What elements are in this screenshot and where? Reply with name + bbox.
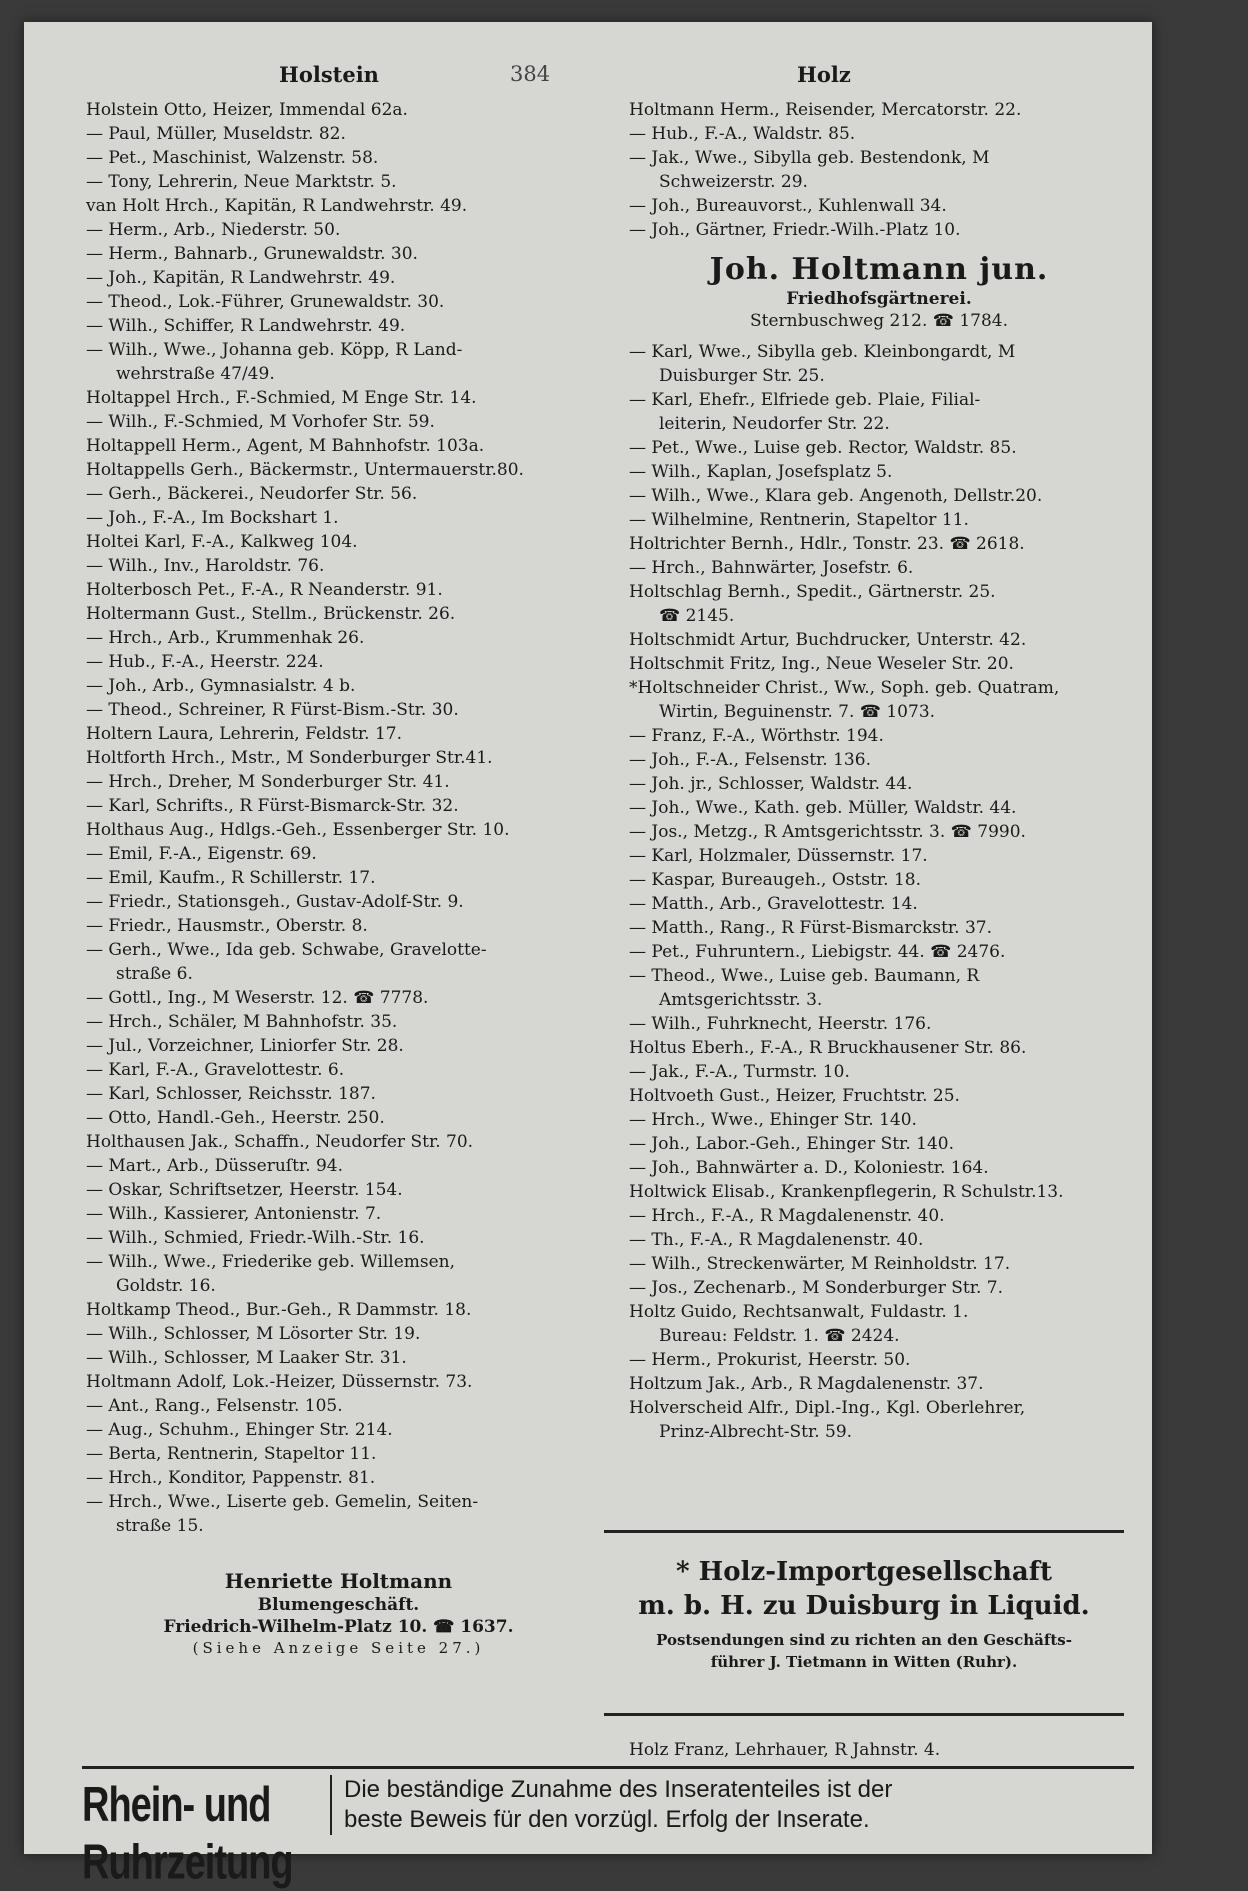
banner-divider [330, 1775, 332, 1835]
holtmann-flower-ad [86, 1568, 591, 1658]
directory-entry: — Otto, Handl.-Geh., Heerstr. 250. [86, 1108, 385, 1128]
directory-entry: Holthausen Jak., Schaffn., Neudorfer Str. 70. [86, 1132, 474, 1152]
directory-entry: Holtz Guido, Rechtsanwalt, Fuldastr. 1. [629, 1302, 969, 1322]
directory-entry: Holtappell Herm., Agent, M Bahnhofstr. 103a. [86, 436, 485, 456]
directory-entry: — Herm., Prokurist, Heerstr. 50. [629, 1350, 911, 1370]
directory-entry: — Karl, Holzmaler, Düssernstr. 17. [629, 846, 928, 866]
directory-entry: — Theod., Lok.-Führer, Grunewaldstr. 30. [86, 292, 445, 312]
box-line: * Holz-Importgesellschaft [676, 1557, 1052, 1587]
banner-message [344, 1775, 892, 1835]
directory-entry: — Emil, F.-A., Eigenstr. 69. [86, 844, 317, 864]
directory-entry: — Wilh., Kaplan, Josefsplatz 5. [629, 462, 893, 482]
directory-entry: — Franz, F.-A., Wörthstr. 194. [629, 726, 884, 746]
directory-entry: — Emil, Kaufm., R Schillerstr. 17. [86, 868, 376, 888]
directory-entry: — Wilh., F.-Schmied, M Vorhofer Str. 59. [86, 412, 435, 432]
banner-line: beste Beweis für den vorzügl. Erfolg der Inserate. [344, 1806, 870, 1833]
directory-entry: — Kaspar, Bureaugeh., Oststr. 18. [629, 870, 922, 890]
directory-entry: Schweizerstr. 29. [659, 172, 808, 192]
directory-entry: — Wilh., Schlosser, M Lösorter Str. 19. [86, 1324, 421, 1344]
directory-entry: — Hrch., Bahnwärter, Josefstr. 6. [629, 558, 914, 578]
directory-entry: — Jak., F.-A., Turmstr. 10. [629, 1062, 850, 1082]
directory-entry: — Pet., Maschinist, Walzenstr. 58. [86, 148, 379, 168]
newspaper-banner [82, 1766, 1134, 1891]
directory-entry: — Jos., Metzg., R Amtsgerichtsstr. 3. ☎ 7990. [629, 822, 1026, 842]
directory-entry: Holtermann Gust., Stellm., Brückenstr. 26. [86, 604, 456, 624]
directory-entry: Bureau: Feldstr. 1. ☎ 2424. [659, 1326, 900, 1346]
directory-entry: van Holt Hrch., Kapitän, R Landwehrstr. 49. [86, 196, 468, 216]
directory-entry: — Hub., F.-A., Waldstr. 85. [629, 124, 856, 144]
directory-entry: — Hrch., F.-A., R Magdalenenstr. 40. [629, 1206, 945, 1226]
directory-entry: — Pet., Wwe., Luise geb. Rector, Waldstr. 85. [629, 438, 1017, 458]
directory-entry: Holtzum Jak., Arb., R Magdalenenstr. 37. [629, 1374, 984, 1394]
directory-entry: — Joh., Wwe., Kath. geb. Müller, Waldstr. 44. [629, 798, 1017, 818]
directory-entry: — Wilh., Wwe., Friederike geb. Willemsen, [86, 1252, 456, 1272]
directory-entry: Holstein Otto, Heizer, Immendal 62a. [86, 100, 408, 120]
directory-entry: — Ant., Rang., Felsenstr. 105. [86, 1396, 343, 1416]
directory-entry: — Wilh., Schiffer, R Landwehrstr. 49. [86, 316, 406, 336]
directory-entry: wehrstraße 47/49. [116, 364, 275, 384]
directory-entry: — Joh. jr., Schlosser, Waldstr. 44. [629, 774, 913, 794]
directory-entry: Holtmann Adolf, Lok.-Heizer, Düssernstr. 73. [86, 1372, 473, 1392]
directory-entry: Holtschmit Fritz, Ing., Neue Weseler Str. 20. [629, 654, 1014, 674]
directory-entry: — Jos., Zechenarb., M Sonderburger Str. 7. [629, 1278, 1003, 1298]
directory-entry: Holtvoeth Gust., Heizer, Fruchtstr. 25. [629, 1086, 960, 1106]
directory-entry: Holtkamp Theod., Bur.-Geh., R Dammstr. 18. [86, 1300, 472, 1320]
ad-name: Henriette Holtmann [224, 1569, 453, 1593]
directory-entry: — Hrch., Wwe., Ehinger Str. 140. [629, 1110, 917, 1130]
directory-entry: — Th., F.-A., R Magdalenenstr. 40. [629, 1230, 924, 1250]
directory-entry: — Friedr., Hausmstr., Oberstr. 8. [86, 916, 368, 936]
holtmann-jun-ad [629, 252, 1129, 332]
right-column [629, 98, 1129, 1444]
directory-entry: Prinz-Albrecht-Str. 59. [659, 1422, 853, 1442]
directory-entry: Holtappells Gerh., Bäckermstr., Untermauerstr.80. [86, 460, 524, 480]
directory-entry: — Joh., Arb., Gymnasialstr. 4 b. [86, 676, 356, 696]
directory-entry: — Theod., Schreiner, R Fürst-Bism.-Str. 30. [86, 700, 459, 720]
directory-entry: — Matth., Arb., Gravelottestr. 14. [629, 894, 918, 914]
directory-entry: — Herm., Arb., Niederstr. 50. [86, 220, 341, 240]
directory-entry: — Hrch., Dreher, M Sonderburger Str. 41. [86, 772, 450, 792]
bottom-entry: Holz Franz, Lehrhauer, R Jahnstr. 4. [629, 1740, 941, 1760]
directory-entry: — Hub., F.-A., Heerstr. 224. [86, 652, 324, 672]
directory-entry: — Karl, Ehefr., Elfriede geb. Plaie, Filial- [629, 390, 981, 410]
directory-entry: — Wilh., Fuhrknecht, Heerstr. 176. [629, 1014, 932, 1034]
box-line: führer J. Tietmann in Witten (Ruhr). [710, 1653, 1018, 1671]
directory-entry: — Wilh., Kassierer, Antonienstr. 7. [86, 1204, 382, 1224]
page-number: 384 [510, 62, 551, 86]
directory-entry: — Karl, Schlosser, Reichsstr. 187. [86, 1084, 376, 1104]
directory-entry: — Matth., Rang., R Fürst-Bismarckstr. 37. [629, 918, 993, 938]
directory-entry: — Paul, Müller, Museldstr. 82. [86, 124, 346, 144]
directory-entry: — Tony, Lehrerin, Neue Marktstr. 5. [86, 172, 397, 192]
ad-name: Joh. Holtmann jun. [709, 252, 1049, 287]
right-entries-b [629, 340, 1129, 1444]
directory-entry: — Friedr., Stationsgeh., Gustav-Adolf-Str. 9. [86, 892, 464, 912]
directory-entry: Duisburger Str. 25. [659, 366, 825, 386]
directory-entry: — Jak., Wwe., Sibylla geb. Bestendonk, M [629, 148, 990, 168]
directory-entry: Holtus Eberh., F.-A., R Bruckhausener Str. 86. [629, 1038, 1027, 1058]
directory-entry: — Karl, Wwe., Sibylla geb. Kleinbongardt, M [629, 342, 1016, 362]
ad-line: Blumengeschäft. [257, 1595, 420, 1615]
directory-page [24, 22, 1152, 1891]
directory-entry: — Herm., Bahnarb., Grunewaldstr. 30. [86, 244, 418, 264]
directory-entry: Goldstr. 16. [116, 1276, 216, 1296]
directory-entry: Holtappel Hrch., F.-Schmied, M Enge Str. 14. [86, 388, 477, 408]
directory-entry: Wirtin, Beguinenstr. 7. ☎ 1073. [659, 702, 936, 722]
directory-entry: — Theod., Wwe., Luise geb. Baumann, R [629, 966, 980, 986]
directory-entry: Holtern Laura, Lehrerin, Feldstr. 17. [86, 724, 403, 744]
directory-entry: — Joh., Bahnwärter a. D., Koloniestr. 164. [629, 1158, 989, 1178]
left-column [86, 98, 591, 1658]
directory-entry: — Oskar, Schriftsetzer, Heerstr. 154. [86, 1180, 403, 1200]
directory-entry: — Joh., F.-A., Im Bockshart 1. [86, 508, 339, 528]
directory-entry: — Joh., Bureauvorst., Kuhlenwall 34. [629, 196, 947, 216]
directory-entry: Holterbosch Pet., F.-A., R Neanderstr. 91. [86, 580, 443, 600]
ad-line: Friedrich-Wilhelm-Platz 10. ☎ 1637. [163, 1617, 514, 1637]
directory-entry: — Wilhelmine, Rentnerin, Stapeltor 11. [629, 510, 969, 530]
directory-entry: Holtwick Elisab., Krankenpflegerin, R Schulstr.13. [629, 1182, 1064, 1202]
directory-entry: — Joh., F.-A., Felsenstr. 136. [629, 750, 871, 770]
directory-entry: ☎ 2145. [659, 606, 735, 626]
banner-line: Die beständige Zunahme des Inseratenteiles ist der [344, 1776, 893, 1803]
directory-entry: — Joh., Kapitän, R Landwehrstr. 49. [86, 268, 396, 288]
directory-entry: — Jul., Vorzeichner, Liniorfer Str. 28. [86, 1036, 404, 1056]
running-head-right: Holz [797, 62, 851, 87]
running-head-left: Holstein [279, 62, 379, 87]
directory-entry: — Gottl., Ing., M Weserstr. 12. ☎ 7778. [86, 988, 429, 1008]
right-entries-a [629, 98, 1129, 242]
directory-entry: — Wilh., Schlosser, M Laaker Str. 31. [86, 1348, 407, 1368]
directory-entry: — Hrch., Wwe., Liserte geb. Gemelin, Seiten- [86, 1492, 479, 1512]
directory-entry: — Hrch., Schäler, M Bahnhofstr. 35. [86, 1012, 398, 1032]
directory-entry: Amtsgerichtsstr. 3. [659, 990, 823, 1010]
directory-entry: Holtschmidt Artur, Buchdrucker, Unterstr. 42. [629, 630, 1027, 650]
ad-line: (Siehe Anzeige Seite 27.) [192, 1639, 485, 1657]
directory-entry: — Wilh., Wwe., Johanna geb. Köpp, R Land- [86, 340, 463, 360]
directory-entry: Holtforth Hrch., Mstr., M Sonderburger Str.41. [86, 748, 493, 768]
box-line: Postsendungen sind zu richten an den Geschäfts- [656, 1631, 1072, 1649]
directory-entry: — Karl, F.-A., Gravelottestr. 6. [86, 1060, 345, 1080]
directory-entry: — Wilh., Streckenwärter, M Reinholdstr. 17. [629, 1254, 1011, 1274]
directory-entry: — Hrch., Arb., Krummenhak 26. [86, 628, 365, 648]
directory-entry: — Gerh., Wwe., Ida geb. Schwabe, Gravelotte- [86, 940, 487, 960]
directory-entry: — Joh., Gärtner, Friedr.-Wilh.-Platz 10. [629, 220, 961, 240]
directory-entry: — Pet., Fuhruntern., Liebigstr. 44. ☎ 2476. [629, 942, 1006, 962]
directory-entry: *Holtschneider Christ., Ww., Soph. geb. Quatram, [629, 678, 1060, 698]
directory-entry: — Berta, Rentnerin, Stapeltor 11. [86, 1444, 377, 1464]
directory-entry: — Aug., Schuhm., Ehinger Str. 214. [86, 1420, 393, 1440]
box-line: m. b. H. zu Duisburg in Liquid. [638, 1591, 1090, 1621]
directory-entry: — Mart., Arb., Düsseruſtr. 94. [86, 1156, 344, 1176]
directory-entry: straße 6. [116, 964, 193, 984]
directory-entry: straße 15. [116, 1516, 204, 1536]
newspaper-logo: Rhein- und Ruhrzeitung [82, 1778, 293, 1891]
holz-import-ad [604, 1530, 1124, 1716]
left-entries [86, 98, 591, 1538]
directory-entry: leiterin, Neudorfer Str. 22. [659, 414, 890, 434]
directory-entry: Holtei Karl, F.-A., Kalkweg 104. [86, 532, 358, 552]
ad-line: Friedhofsgärtnerei. [786, 289, 972, 309]
directory-entry: — Joh., Labor.-Geh., Ehinger Str. 140. [629, 1134, 954, 1154]
directory-entry: Holtmann Herm., Reisender, Mercatorstr. 22. [629, 100, 1022, 120]
directory-entry: Holtrichter Bernh., Hdlr., Tonstr. 23. ☎ 2618. [629, 534, 1025, 554]
directory-entry: — Karl, Schrifts., R Fürst-Bismarck-Str. 32. [86, 796, 459, 816]
directory-entry: — Wilh., Schmied, Friedr.-Wilh.-Str. 16. [86, 1228, 425, 1248]
directory-entry: Holtschlag Bernh., Spedit., Gärtnerstr. 25. [629, 582, 996, 602]
directory-entry: Holthaus Aug., Hdlgs.-Geh., Essenberger Str. 10. [86, 820, 510, 840]
ad-line: Sternbuschweg 212. ☎ 1784. [749, 311, 1009, 331]
directory-entry: Holverscheid Alfr., Dipl.-Ing., Kgl. Oberlehrer, [629, 1398, 1026, 1418]
directory-entry: — Hrch., Konditor, Pappenstr. 81. [86, 1468, 376, 1488]
directory-entry: — Wilh., Wwe., Klara geb. Angenoth, Dellstr.20. [629, 486, 1043, 506]
directory-entry: — Wilh., Inv., Haroldstr. 76. [86, 556, 325, 576]
directory-entry: — Gerh., Bäckerei., Neudorfer Str. 56. [86, 484, 418, 504]
